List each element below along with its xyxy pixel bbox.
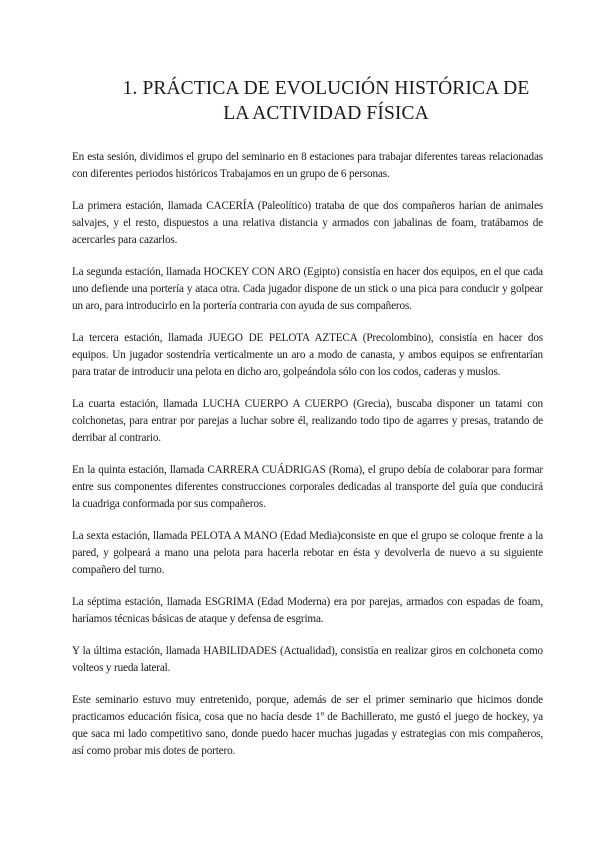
paragraph-station-6: La sexta estación, llamada PELOTA A MANO (Edad Media)consiste en que el grupo se coloque frente a la pared, y golpeará a mano una pelota para hacerla rebotar en ésta y devolverla de nuevo a su siguiente compañero del turno. — [72, 530, 543, 576]
page-title — [96, 76, 556, 126]
document-body — [72, 149, 543, 775]
paragraph-station-4: La cuarta estación, llamada LUCHA CUERPO A CUERPO (Grecia), buscaba disponer un tatami con colchonetas, para entrar por parejas a luchar sobre él, realizando todo tipo de agarres y presas, tratando de derribar al contrario. — [72, 398, 543, 444]
paragraph-intro: En esta sesión, dividimos el grupo del seminario en 8 estaciones para trabajar diferentes tareas relacionadas con diferentes periodos históricos Trabajamos en un grupo de 6 personas. — [72, 151, 543, 180]
title-line-2: LA ACTIVIDAD FÍSICA — [223, 103, 429, 124]
paragraph-conclusion: Este seminario estuvo muy entretenido, porque, además de ser el primer seminario que hicimos donde practicamos educación física, cosa que no hacía desde 1º de Bachillerato, me gustó el juego de hockey, ya que saca mi lado competitivo sano, donde puedo hacer muchas jugadas y estrategias con mis compañeros, así como probar mis dotes de portero. — [72, 694, 543, 757]
title-line-1: 1. PRÁCTICA DE EVOLUCIÓN HISTÓRICA DE — [122, 78, 530, 99]
paragraph-station-1: La primera estación, llamada CACERÍA (Paleolítico) trataba de que dos compañeros harían de animales salvajes, y el resto, dispuestos a una relativa distancia y armados con jabalinas de foam, tratábamos de acercarles para cazarlos. — [72, 200, 543, 246]
paragraph-station-7: La séptima estación, llamada ESGRIMA (Edad Moderna) era por parejas, armados con espadas de foam, haríamos técnicas básicas de ataque y defensa de esgrima. — [72, 596, 543, 625]
paragraph-station-3: La tercera estación, llamada JUEGO DE PELOTA AZTECA (Precolombino), consistía en hacer dos equipos. Un jugador sostendría verticalmente un aro a modo de canasta, y ambos equipos se enfrentarían para tratar de introducir una pelota en dicho aro, golpeándola sólo con los codos, caderas y muslos. — [72, 332, 543, 378]
paragraph-station-2: La segunda estación, llamada HOCKEY CON ARO (Egipto) consistía en hacer dos equipos, en el que cada uno defiende una portería y ataca otra. Cada jugador dispone de un stick o una pica para conducir y golpear un aro, para introducirlo en la portería contraria con ayuda de sus compañeros. — [72, 266, 543, 312]
paragraph-station-5: En la quinta estación, llamada CARRERA CUÁDRIGAS (Roma), el grupo debía de colaborar para formar entre sus componentes diferentes construcciones corporales dedicadas al transporte del guía que conducirá la cuadriga conformada por sus compañeros. — [72, 464, 543, 510]
paragraph-station-8: Y la última estación, llamada HABILIDADES (Actualidad), consistía en realizar giros en colchoneta como volteos y rueda lateral. — [72, 645, 543, 674]
